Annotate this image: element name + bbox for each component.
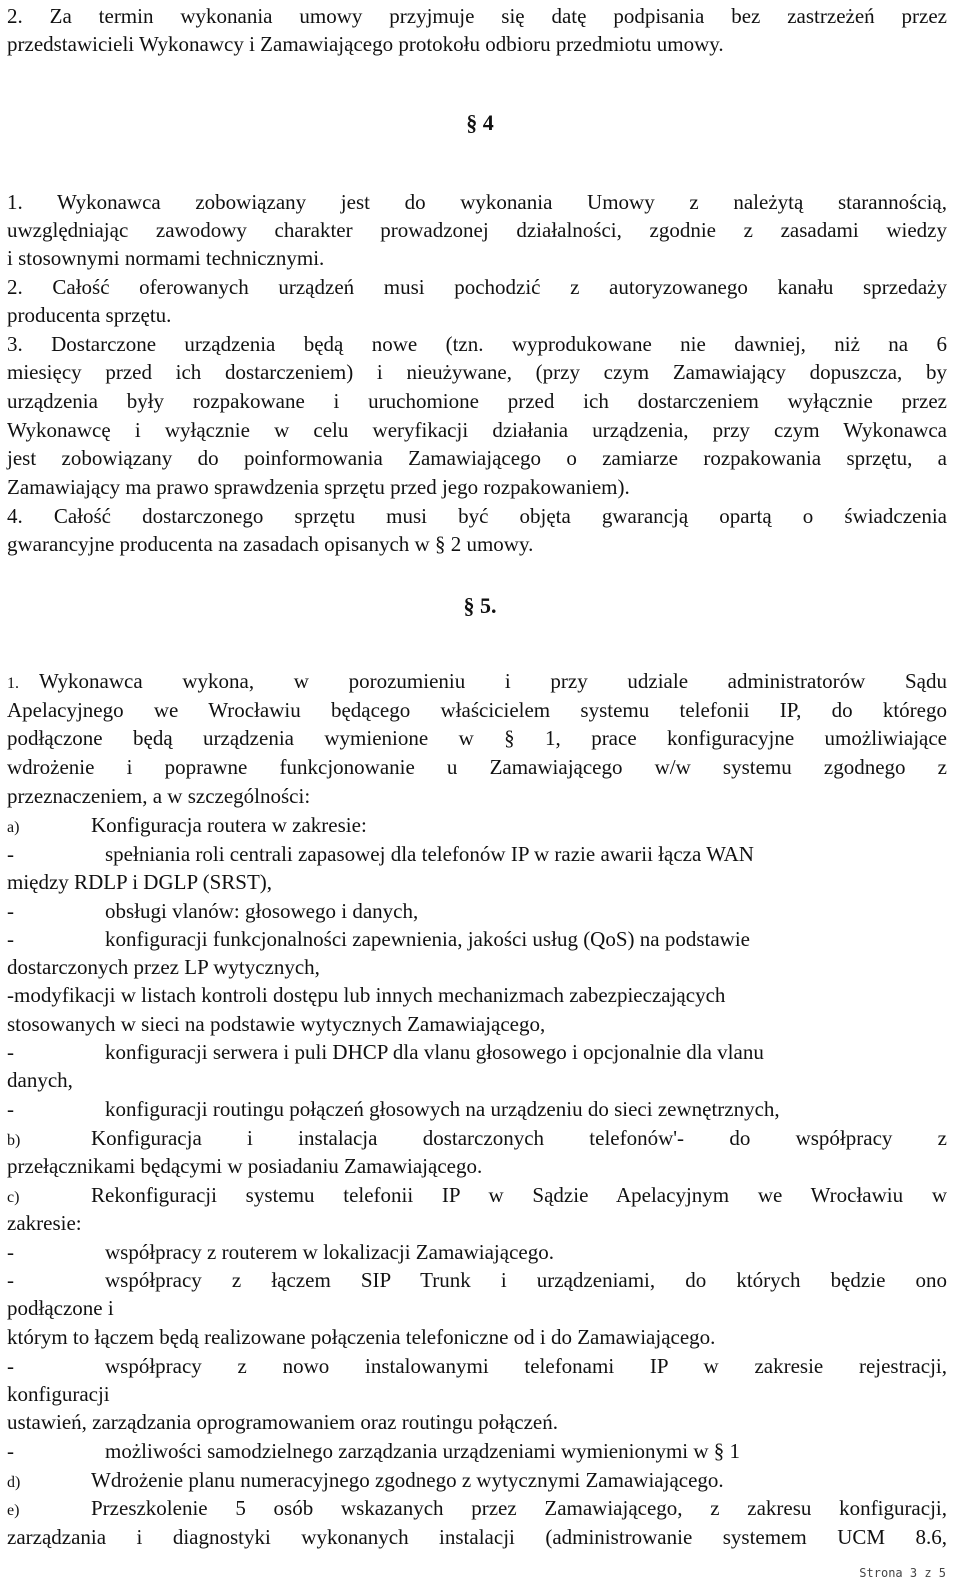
list-item xyxy=(7,1124,947,1155)
dash-text: konfiguracji funkcjonalności zapewnienia, jakości usług (QoS) na podstawie xyxy=(105,927,750,951)
dash: - xyxy=(7,1354,14,1378)
section-heading-4: § 4 xyxy=(466,110,494,135)
dash-item xyxy=(7,897,947,925)
paragraph-line: i stosownymi normami technicznymi. xyxy=(7,246,325,270)
dash: - xyxy=(7,1040,14,1064)
dash-item xyxy=(7,1095,947,1123)
paragraph-line: dostarczonych przez LP wytycznych, xyxy=(7,955,320,979)
paragraph-line: 1. Wykonawca zobowiązany jest do wykonania Umowy z należytą starannością, xyxy=(7,190,947,214)
paragraph-line: jest zobowiązany do poinformowania Zamawiającego o zamiarze rozpakowania sprzętu, a xyxy=(7,446,947,470)
dash: - xyxy=(7,1268,14,1292)
item-text: Wykonawca wykona, w porozumieniu i przy udziale administratorów Sądu xyxy=(39,669,947,693)
dash-item xyxy=(7,925,947,953)
page-footer: Strona 3 z 5 xyxy=(859,1566,946,1580)
dash-item xyxy=(7,1238,947,1266)
list-item xyxy=(7,811,947,842)
list-label: d) xyxy=(7,1474,21,1491)
dash-item xyxy=(7,840,947,868)
paragraph-line: -modyfikacji w listach kontroli dostępu lub innych mechanizmach zabezpieczających xyxy=(7,983,726,1007)
list-item xyxy=(7,1181,947,1212)
dash: - xyxy=(7,1240,14,1264)
dash-text: współpracy z łączem SIP Trunk i urządzeniami, do których będzie ono xyxy=(105,1268,947,1292)
paragraph-line: między RDLP i DGLP (SRST), xyxy=(7,870,273,894)
list-text: Wdrożenie planu numeracyjnego zgodnego z wytycznymi Zamawiającego. xyxy=(91,1468,724,1492)
paragraph-line: ustawień, zarządzania oprogramowaniem oraz routingu połączeń. xyxy=(7,1410,559,1434)
paragraph-line: którym to łączem będą realizowane połączenia telefoniczne od i do Zamawiającego. xyxy=(7,1325,716,1349)
paragraph-line: 2. Za termin wykonania umowy przyjmuje się datę podpisania bez zastrzeżeń przez xyxy=(7,4,947,28)
dash: - xyxy=(7,1439,14,1463)
dash-text: współpracy z nowo instalowanymi telefonami IP w zakresie rejestracji, xyxy=(105,1354,947,1378)
paragraph-line: danych, xyxy=(7,1068,73,1092)
list-text: Konfiguracja i instalacja dostarczonych telefonów'- do współpracy z xyxy=(91,1126,947,1150)
dash-text: współpracy z routerem w lokalizacji Zamawiającego. xyxy=(105,1240,554,1264)
paragraph-line: Apelacyjnego we Wrocławiu będącego właścicielem systemu telefonii IP, do którego xyxy=(7,698,947,722)
paragraph-line: przeznaczeniem, a w szczególności: xyxy=(7,784,311,808)
section-heading-5: § 5. xyxy=(463,593,497,618)
list-label: a) xyxy=(7,819,20,836)
dash: - xyxy=(7,899,14,923)
paragraph-line: Zamawiający ma prawo sprawdzenia sprzętu przed jego rozpakowaniem). xyxy=(7,475,630,499)
list-label: e) xyxy=(7,1502,20,1519)
dash-item xyxy=(7,1038,947,1066)
dash-text: konfiguracji routingu połączeń głosowych na urządzeniu do sieci zewnętrznych, xyxy=(105,1097,780,1121)
paragraph-line: podłączone i xyxy=(7,1296,114,1320)
paragraph-line: zarządzania i diagnostyki wykonanych instalacji (administrowanie systemem UCM 8.6, xyxy=(7,1525,947,1549)
dash-text: obsługi vlanów: głosowego i danych, xyxy=(105,899,419,923)
paragraph-line: zakresie: xyxy=(7,1211,82,1235)
dash-item xyxy=(7,1437,947,1465)
paragraph-line: 3. Dostarczone urządzenia będą nowe (tzn. wyprodukowane nie dawniej, niż na 6 xyxy=(7,332,947,356)
paragraph-line: urządzenia były rozpakowane i uruchomione przed ich dostarczeniem wyłącznie przez xyxy=(7,389,947,413)
paragraph-line: przełącznikami będącymi w posiadaniu Zamawiającego. xyxy=(7,1154,483,1178)
paragraph-line: uwzględniając zawodowy charakter prowadzonej działalności, zgodnie z zasadami wiedzy xyxy=(7,218,947,242)
dash: - xyxy=(7,927,14,951)
dash-text: konfiguracji serwera i puli DHCP dla vlanu głosowego i opcjonalnie dla vlanu xyxy=(105,1040,764,1064)
dash-text: możliwości samodzielnego zarządzania urządzeniami wymienionymi w § 1 xyxy=(105,1439,741,1463)
list-label: b) xyxy=(7,1132,21,1149)
list-text: Przeszkolenie 5 osób wskazanych przez Zamawiającego, z zakresu konfiguracji, xyxy=(91,1496,947,1520)
paragraph-line: wdrożenie i poprawne funkcjonowanie u Zamawiającego w/w systemu zgodnego z xyxy=(7,755,947,779)
paragraph-line: konfiguracji xyxy=(7,1382,110,1406)
list-text: Rekonfiguracji systemu telefonii IP w Sądzie Apelacyjnym we Wrocławiu w xyxy=(91,1183,947,1207)
paragraph-line: Wykonawcę i wyłącznie w celu weryfikacji działania urządzenia, przy czym Wykonawca xyxy=(7,418,947,442)
list-label: c) xyxy=(7,1189,20,1206)
paragraph-line: gwarancyjne producenta na zasadach opisanych w § 2 umowy. xyxy=(7,532,534,556)
paragraph-line: miesięcy przed ich dostarczeniem) i nieużywane, (przy czym Zamawiający dopuszcza, by xyxy=(7,360,947,384)
paragraph-line: 2. Całość oferowanych urządzeń musi pochodzić z autoryzowanego kanału sprzedaży xyxy=(7,275,947,299)
list-text: Konfiguracja routera w zakresie: xyxy=(91,813,367,837)
paragraph-line: producenta sprzętu. xyxy=(7,303,172,327)
dash: - xyxy=(7,1097,14,1121)
dash-item xyxy=(7,1266,947,1294)
paragraph-line xyxy=(7,667,947,698)
dash-text: spełniania roli centrali zapasowej dla telefonów IP w razie awarii łącza WAN xyxy=(105,842,754,866)
item-number: 1. xyxy=(7,675,19,692)
paragraph-line: przedstawicieli Wykonawcy i Zamawiającego protokołu odbioru przedmiotu umowy. xyxy=(7,32,724,56)
list-item xyxy=(7,1466,947,1497)
paragraph-line: stosowanych w sieci na podstawie wytycznych Zamawiającego, xyxy=(7,1012,546,1036)
dash-item xyxy=(7,1352,947,1380)
list-item xyxy=(7,1494,947,1525)
dash: - xyxy=(7,842,14,866)
paragraph-line: podłączone będą urządzenia wymienione w § 1, prace konfiguracyjne umożliwiające xyxy=(7,726,947,750)
paragraph-line: 4. Całość dostarczonego sprzętu musi być objęta gwarancją opartą o świadczenia xyxy=(7,504,947,528)
